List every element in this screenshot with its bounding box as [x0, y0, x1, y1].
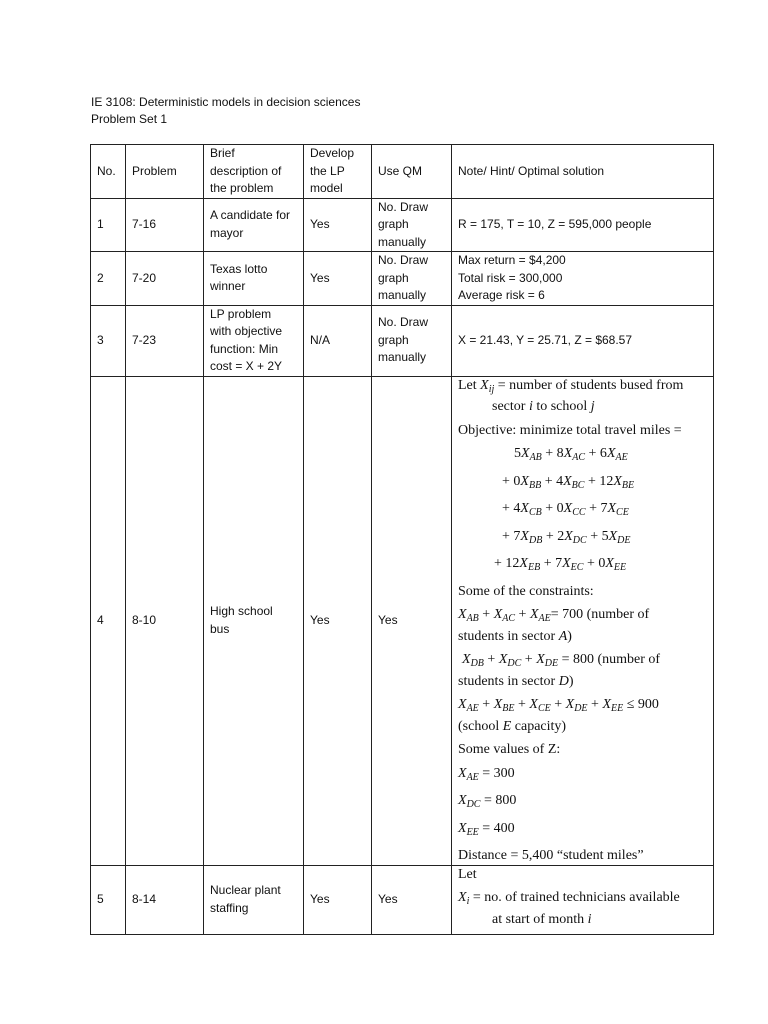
objective-term-5: + $12X_{EB} + 7X_{EC} + 0X_{EE}$ — [494, 556, 627, 573]
course-title: IE 3108: Deterministic models in decision sciences — [91, 95, 361, 109]
row-develop: Yes — [304, 865, 372, 934]
objective-line: Objective: minimize total travel miles = — [458, 422, 682, 438]
document-header — [91, 94, 360, 128]
row-use-qm: No. Draw graph manually — [372, 198, 452, 252]
row-develop: Yes — [304, 198, 372, 252]
row-use-qm: No. Draw graph manually — [372, 252, 452, 306]
objective-term-1: $5X_{AB} + 8X_{AC} + 6X_{AE}$ — [514, 446, 628, 463]
row-note-formulation — [452, 865, 714, 934]
row-no: 3 — [91, 305, 126, 376]
objective-term-4: + $7X_{DB} + 2X_{DC} + 5X_{DE}$ — [502, 528, 631, 546]
table-row — [91, 305, 714, 376]
values-heading: Some values of Z: — [458, 742, 561, 757]
row-use-qm: Yes — [372, 865, 452, 934]
header-develop: Develop the LP model — [304, 145, 372, 199]
row-note-formulation — [452, 376, 714, 865]
header-use-qm: Use QM — [372, 145, 452, 199]
row-problem: 8-14 — [126, 865, 204, 934]
table-row — [91, 198, 714, 252]
header-problem: Problem — [126, 145, 204, 199]
constraint-3: $X_{AE} + X_{BE} + X_{CE} + X_{DE} + X_{EE} \le 900$ — [458, 697, 659, 714]
header-description: Brief description of the problem — [204, 145, 304, 199]
xi-definition: $X_i$ = no. of trained technicians available — [458, 890, 680, 907]
problem-table — [90, 144, 714, 935]
table-header-row — [91, 145, 714, 199]
value-xee: $X_{EE} = 400$ — [458, 820, 515, 838]
row-description: A candidate for mayor — [204, 198, 304, 252]
let-line: Let — [458, 866, 477, 882]
xi-definition-cont: at start of month i — [492, 911, 592, 927]
row-description: Texas lotto winner — [204, 252, 304, 306]
constraint-2-cont: students in sector D) — [458, 673, 574, 689]
row-no: 4 — [91, 376, 126, 865]
value-xae: $X_{AE} = 300$ — [458, 765, 515, 783]
value-xdc: $X_{DC} = 800$ — [458, 793, 517, 810]
row-problem: 7-16 — [126, 198, 204, 252]
row-problem: 7-23 — [126, 305, 204, 376]
row-note: Max return = $4,200 Total risk = 300,000 Average risk = 6 — [452, 252, 714, 306]
constraint-1: $X_{AB} + X_{AC} + X_{AE}= 700$ (number of — [458, 607, 650, 624]
let-definition: Let $X_{ij}$ = number of students bused from — [458, 377, 684, 395]
constraint-3-cont: (school E capacity) — [458, 718, 567, 734]
row-description: High school bus — [204, 376, 304, 865]
row-develop: Yes — [304, 376, 372, 865]
let-definition-cont: sector i to school j — [492, 399, 595, 414]
objective-term-3: + $4X_{CB} + 0X_{CC} + 7X_{CE}$ — [502, 501, 629, 518]
constraints-heading: Some of the constraints: — [458, 583, 594, 599]
row-no: 2 — [91, 252, 126, 306]
row-no: 1 — [91, 198, 126, 252]
constraint-1-cont: students in sector A) — [458, 628, 572, 644]
table-row — [91, 252, 714, 306]
row-problem: 7-20 — [126, 252, 204, 306]
distance-line: Distance = 5,400 “student miles” — [458, 848, 644, 863]
row-no: 5 — [91, 865, 126, 934]
row-description: LP problem with objective function: Min cost = X + 2Y — [204, 305, 304, 376]
row-note: X = 21.43, Y = 25.71, Z = $68.57 — [452, 305, 714, 376]
row-use-qm: Yes — [372, 376, 452, 865]
table-row — [91, 865, 714, 934]
row-develop: Yes — [304, 252, 372, 306]
row-note: R = 175, T = 10, Z = 595,000 people — [452, 198, 714, 252]
header-note: Note/ Hint/ Optimal solution — [452, 145, 714, 199]
row-description: Nuclear plant staffing — [204, 865, 304, 934]
objective-term-2: + $0X_{BB} + 4X_{BC} + 12X_{BE}$ — [502, 473, 635, 491]
row-develop: N/A — [304, 305, 372, 376]
row-use-qm: No. Draw graph manually — [372, 305, 452, 376]
table-row — [91, 376, 714, 865]
row-problem: 8-10 — [126, 376, 204, 865]
problem-set-title: Problem Set 1 — [91, 112, 168, 126]
header-no: No. — [91, 145, 126, 199]
constraint-2: $X_{DB} + X_{DC} + X_{DE} = 800$ (number of — [462, 652, 661, 669]
